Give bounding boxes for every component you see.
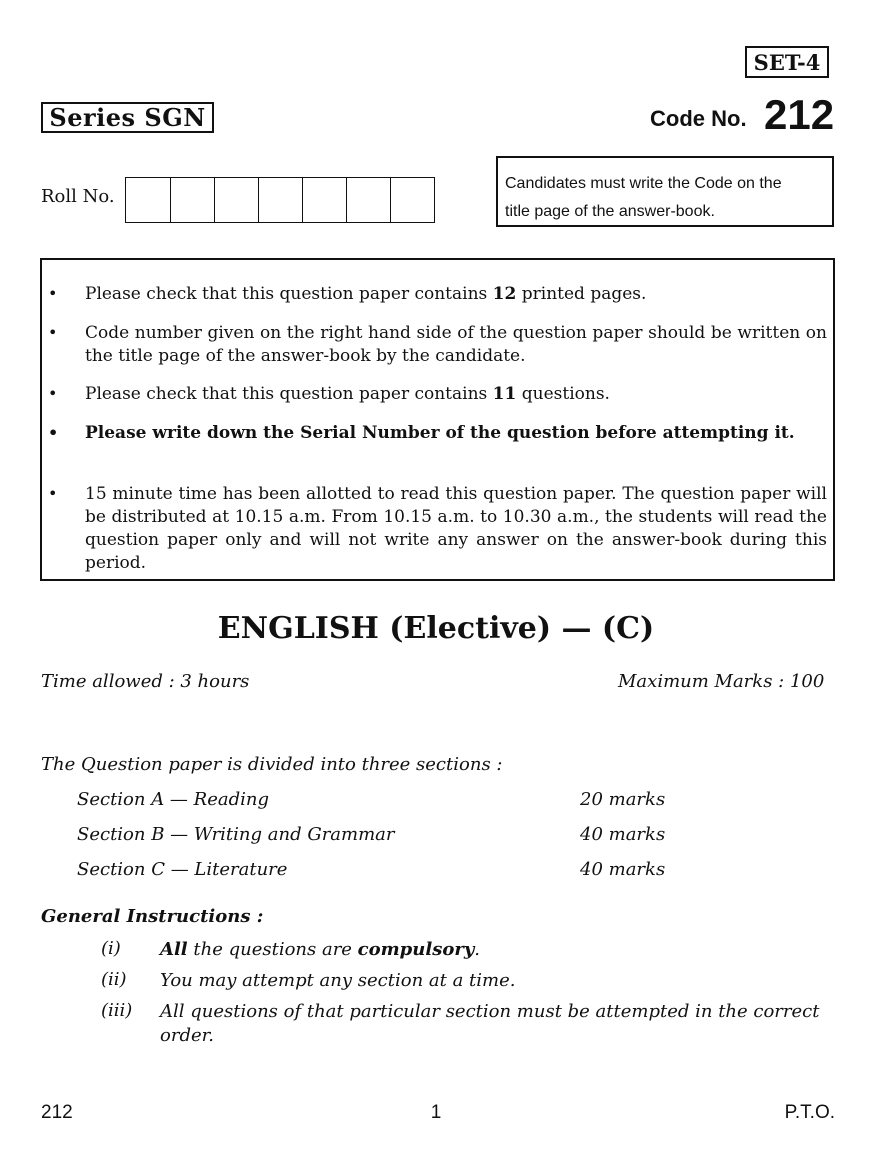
instructions-box <box>40 258 835 581</box>
roll-box[interactable] <box>302 178 346 222</box>
instruction-text: Please check that this question paper contains <box>85 284 493 304</box>
instruction-text: 15 minute time has been allotted to read this question paper. The question paper will be distributed at 10.15 a.m. From 10.15 a.m. to 10.30 a.m., the students will read the question paper only and will not write any answer on the answer-book during this period. <box>85 484 827 573</box>
section-marks: 40 marks <box>580 859 666 880</box>
instruction-number: (ii) <box>101 969 127 990</box>
instruction-number: (i) <box>101 938 121 959</box>
instruction-text: Please check that this question paper contains <box>85 384 493 404</box>
set-label: SET-4 <box>745 46 829 78</box>
section-name: Section A — Reading <box>77 789 269 810</box>
general-instruction: You may attempt any section at a time. <box>160 970 516 991</box>
roll-box[interactable] <box>258 178 302 222</box>
instruction-text: questions. <box>516 384 610 404</box>
candidate-note-line: Candidates must write the Code on the <box>505 175 782 192</box>
code-number: 212 <box>764 91 835 138</box>
section-marks: 40 marks <box>580 824 666 845</box>
bullet: • <box>48 284 58 303</box>
roll-box[interactable] <box>126 178 170 222</box>
instruction-text: printed pages. <box>516 284 647 304</box>
maximum-marks: Maximum Marks : 100 <box>618 671 825 692</box>
sections-intro: The Question paper is divided into three sections : <box>41 754 503 775</box>
instruction-number: (iii) <box>101 1000 133 1021</box>
roll-box[interactable] <box>170 178 214 222</box>
general-instruction: All questions of that particular section must be attempted in the correct order. <box>160 1001 820 1046</box>
instruction-bold: All <box>160 939 188 960</box>
roll-number-boxes <box>125 177 435 223</box>
bullet: • <box>48 323 58 342</box>
candidate-note <box>496 156 834 227</box>
code-label: Code No. <box>650 106 747 131</box>
instruction-text: Code number given on the right hand side of the question paper should be written on the title page of the answer-book by the candidate. <box>85 323 827 366</box>
roll-box[interactable] <box>214 178 258 222</box>
roll-box[interactable] <box>390 178 434 222</box>
instruction-text: the questions are <box>187 939 358 960</box>
bullet: • <box>48 384 58 403</box>
instruction-bold: 12 <box>492 284 517 304</box>
instruction-text: Please write down the Serial Number of the question before attempting it. <box>85 423 795 443</box>
pto-label: P.T.O. <box>784 1102 835 1123</box>
candidate-note-line: title page of the answer-book. <box>505 203 715 220</box>
series-label: Series SGN <box>41 102 214 133</box>
section-name: Section C — Literature <box>77 859 288 880</box>
general-instruction <box>160 938 820 962</box>
instruction-text: . <box>474 939 481 960</box>
roll-box[interactable] <box>346 178 390 222</box>
page-number: 1 <box>430 1102 442 1123</box>
instruction-bold: 11 <box>492 384 517 404</box>
time-allowed: Time allowed : 3 hours <box>41 671 250 692</box>
bullet: • <box>48 423 59 442</box>
roll-label: Roll No. <box>41 186 115 207</box>
instruction-bold: compulsory <box>357 939 475 960</box>
section-name: Section B — Writing and Grammar <box>77 824 395 845</box>
footer-code: 212 <box>41 1102 73 1123</box>
general-instructions-heading: General Instructions : <box>41 906 264 927</box>
bullet: • <box>48 484 58 503</box>
paper-title: ENGLISH (Elective) — (C) <box>217 611 655 646</box>
section-marks: 20 marks <box>580 789 666 810</box>
